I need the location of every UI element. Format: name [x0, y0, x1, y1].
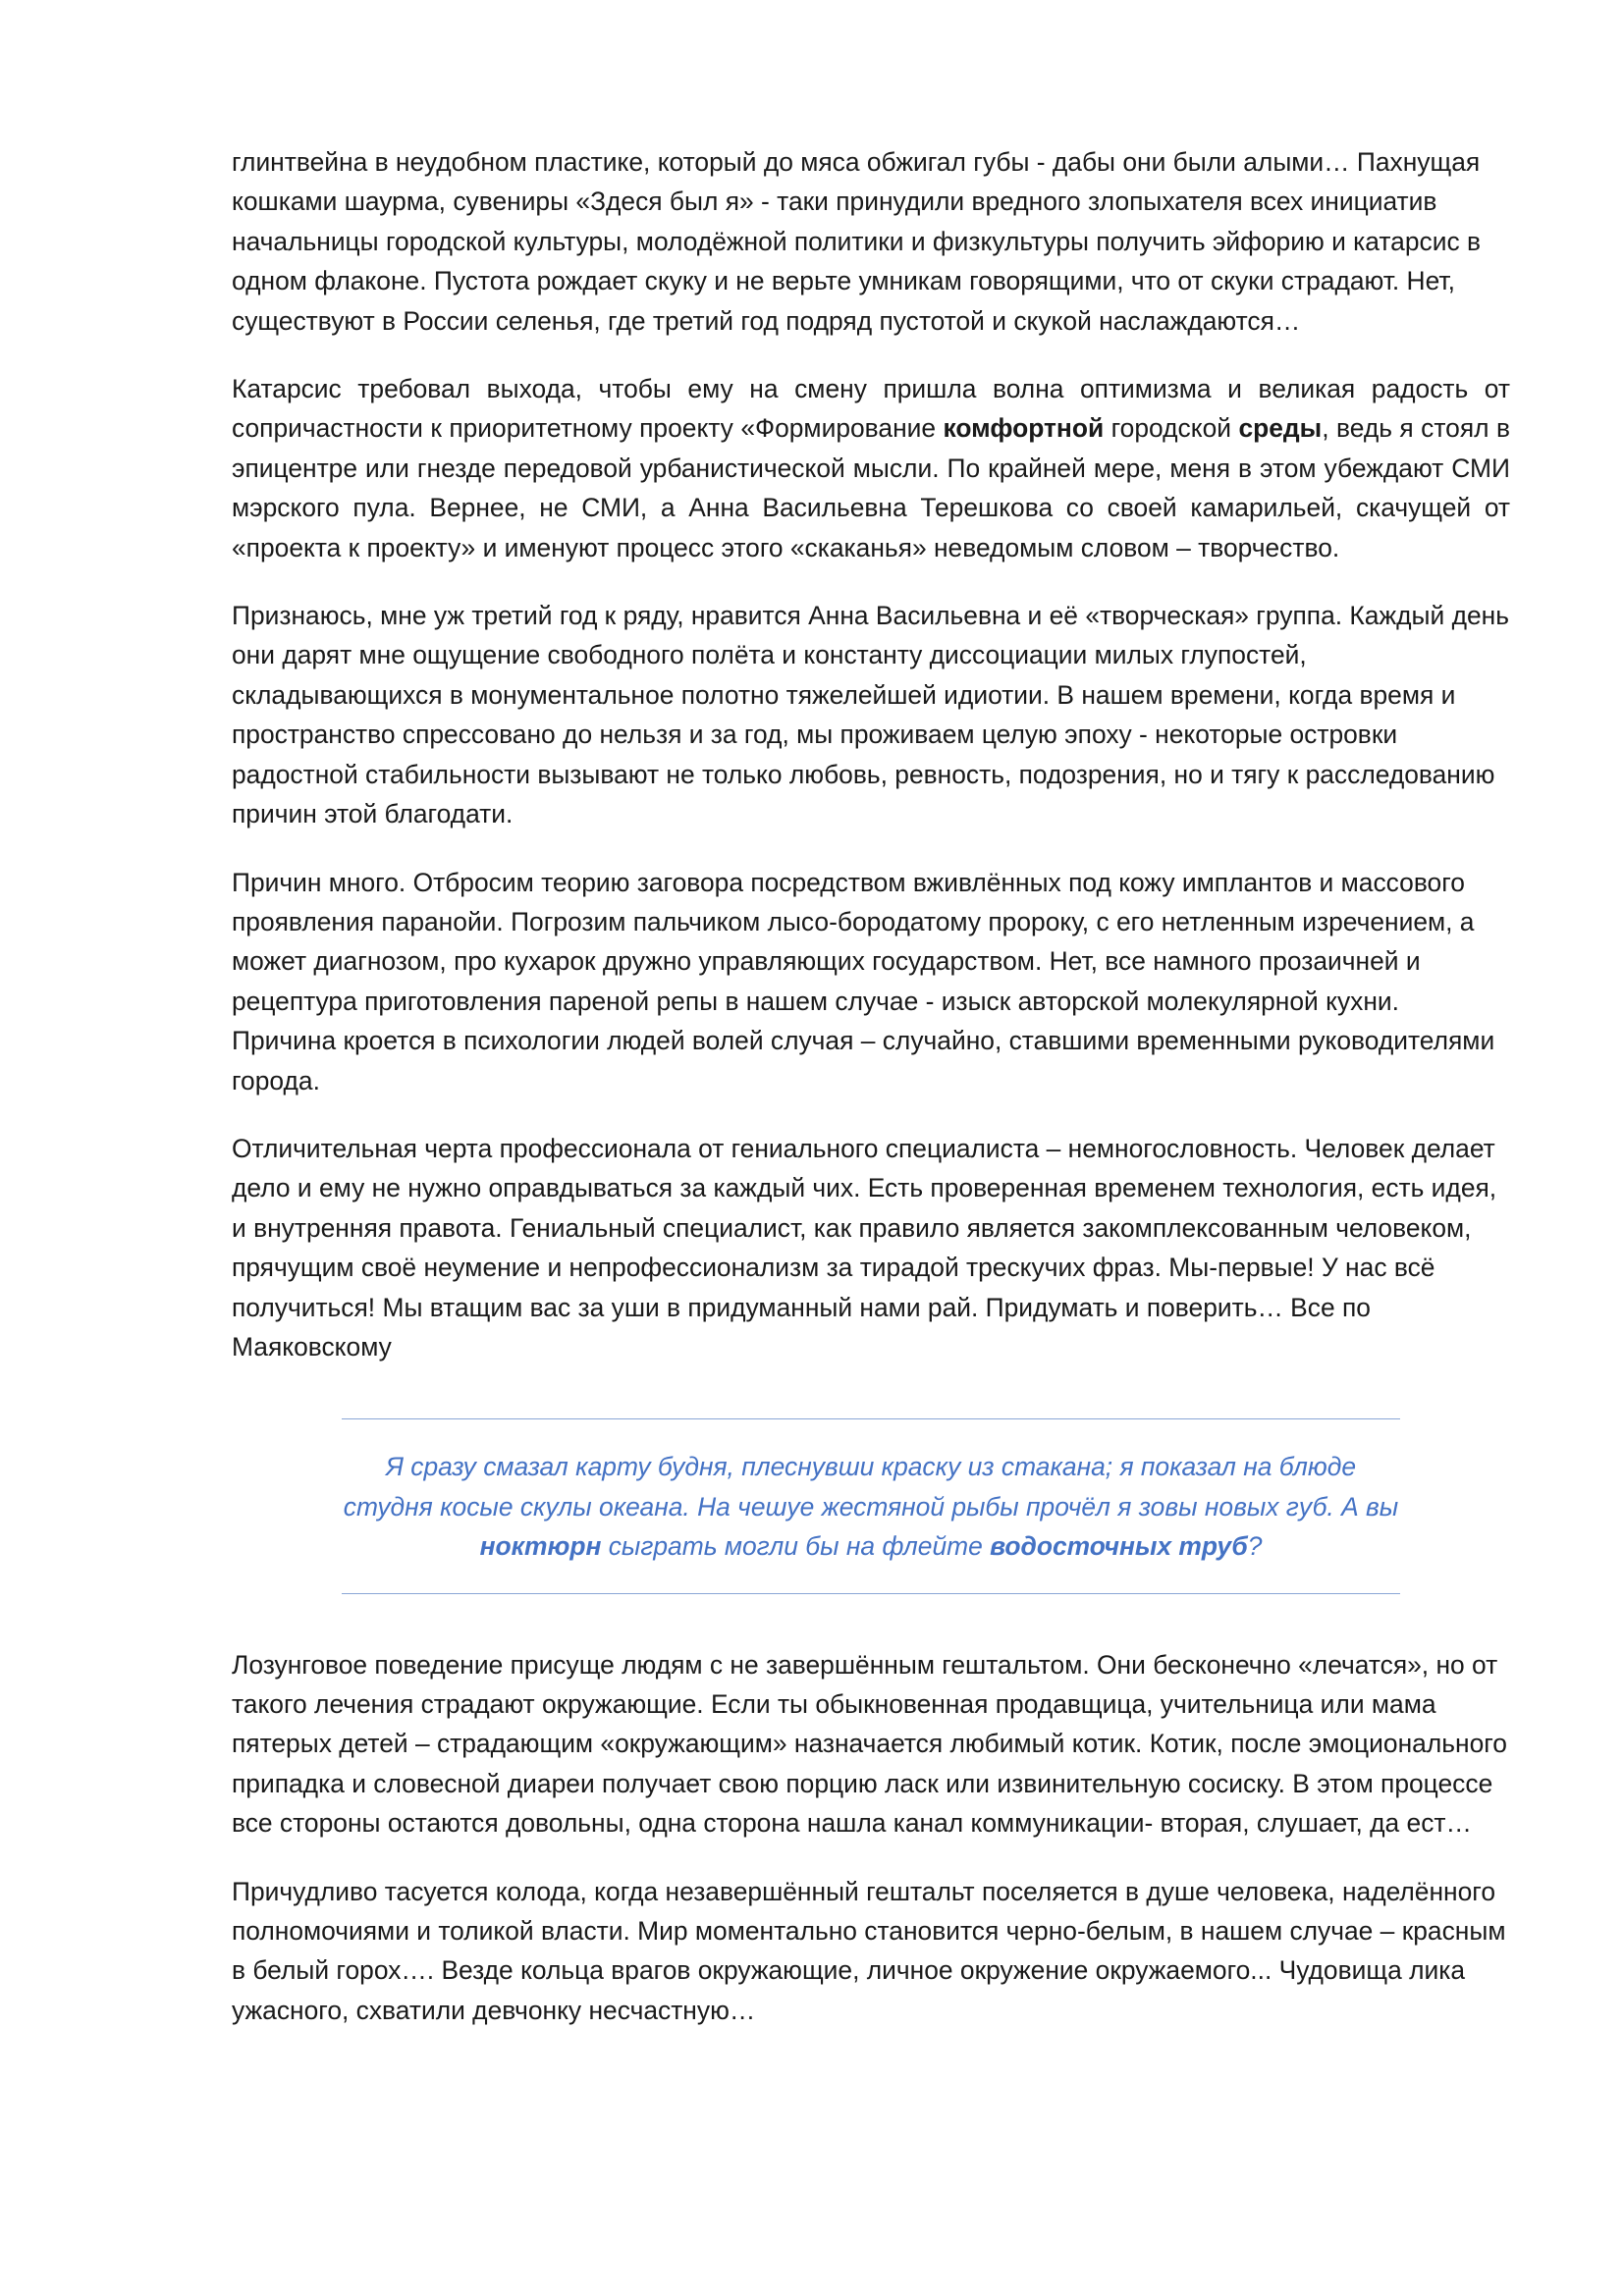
quote-bold-nocturne: ноктюрн: [479, 1531, 602, 1562]
paragraph-3: Признаюсь, мне уж третий год к ряду, нравится Анна Васильевна и её «творческая» группа. Каждый день они дарят мне ощущение свободного полёта и константу диссоциации милых глупостей, складывающихся в монументальное полотно тяжелейшей идиотии. В нашем времени, когда время и пространство спрессовано до нельзя и за год, мы проживаем целую эпоху - некоторые островки радостной стабильности вызывают не только любовь, ревность, подозрения, но и тягу к расследованию причин этой благодати.: [232, 601, 1509, 829]
paragraph-2-bold-environment: среды: [1238, 413, 1323, 444]
paragraph-2-bold-comfortable: комфортной: [943, 413, 1105, 444]
quote-bold-drainpipes: водосточных труб: [990, 1531, 1248, 1562]
paragraph-6: Лозунговое поведение присуще людям с не завершённым гештальтом. Они бесконечно «лечатся», но от такого лечения страдают окружающие. Если ты обыкновенная продавщица, учительница или мама пятерых детей – страдающим «окружающим» назначается любимый котик. Котик, после эмоционального припадка и словесной диареи получает свою порцию ласк или извинительную сосиску. В этом процессе все стороны остаются довольны, одна сторона нашла канал коммуникации- вторая, слушает, да ест…: [232, 1649, 1507, 1839]
document-page: [232, 142, 1510, 2030]
mayakovsky-quote: [342, 1447, 1400, 1566]
quote-text-c: сыграть могли бы на флейте: [601, 1531, 991, 1562]
paragraph-2-text-d: , ведь я стоял в эпицентре или гнезде передовой урбанистической мысли. По крайней мере, меня в этом убеждают СМИ мэрского пула. Вернее, не СМИ, а Анна Васильевна Терешкова со своей камарильей, скачущей от «проекта к проекту» и именуют процесс этого «скаканья» неведомым словом – творчество.: [232, 413, 1510, 562]
quote-text-a: Я сразу смазал карту будня, плеснувши краску из стакана; я показал на блюде студня косые скулы океана. На чешуе жестяной рыбы прочёл я зовы новых губ. А вы: [343, 1452, 1399, 1522]
paragraph-2-text-a: Катарсис требовал выхода, чтобы ему на смену пришла волна оптимизма и великая радость от сопричастности к приоритетному проекту «Формирование: [232, 374, 1510, 444]
quote-text-d: ?: [1247, 1531, 1263, 1562]
paragraph-1: глинтвейна в неудобном пластике, который до мяса обжигал губы - дабы они были алыми… Пахнущая кошками шаурма, сувениры «Здеся был я» - таки принудили вредного злопыхателя всех инициатив начальницы городской культуры, молодёжной политики и физкультуры получить эйфорию и катарсис в одном флаконе. Пустота рождает скуку и не верьте умникам говорящими, что от скуки страдают. Нет, существуют в России селенья, где третий год подряд пустотой и скукой наслаждаются…: [232, 147, 1482, 336]
paragraph-7: Причудливо тасуется колода, когда незавершённый гештальт поселяется в душе человека, наделённого полномочиями и толикой власти. Мир моментально становится черно-белым, в нашем случае – красным в белый горох…. Везде кольца врагов окружающие, личное окружение окружаемого... Чудовища лика ужасного, схватили девчонку несчастную…: [232, 1876, 1506, 2025]
paragraph-4: Причин много. Отбросим теорию заговора посредством вживлённых под кожу имплантов и массового проявления паранойи. Погрозим пальчиком лысо-бородатому пророку, с его нетленным изречением, а может диагнозом, про кухарок дружно управляющих государством. Нет, все намного прозаичней и рецептура приготовления пареной репы в нашем случае - изыск авторской молекулярной кухни. Причина кроется в психологии людей волей случая – случайно, ставшими временными руководителями города.: [232, 867, 1495, 1095]
paragraph-2: [232, 369, 1510, 567]
intense-quote-block: [342, 1418, 1400, 1593]
paragraph-5: Отличительная черта профессионала от гениального специалиста – немногословность. Человек делает дело и ему не нужно оправдываться за каждый чих. Есть проверенная временем технология, есть идея, и внутренняя правота. Гениальный специалист, как правило является закомплексованным человеком, прячущим своё неумение и непрофессионализм за тирадой трескучих фраз. Мы-первые! У нас всё получиться! Мы втащим вас за уши в придуманный нами рай. Придумать и поверить… Все по Маяковскому: [232, 1133, 1497, 1362]
paragraph-2-text-c: городской: [1104, 413, 1239, 444]
